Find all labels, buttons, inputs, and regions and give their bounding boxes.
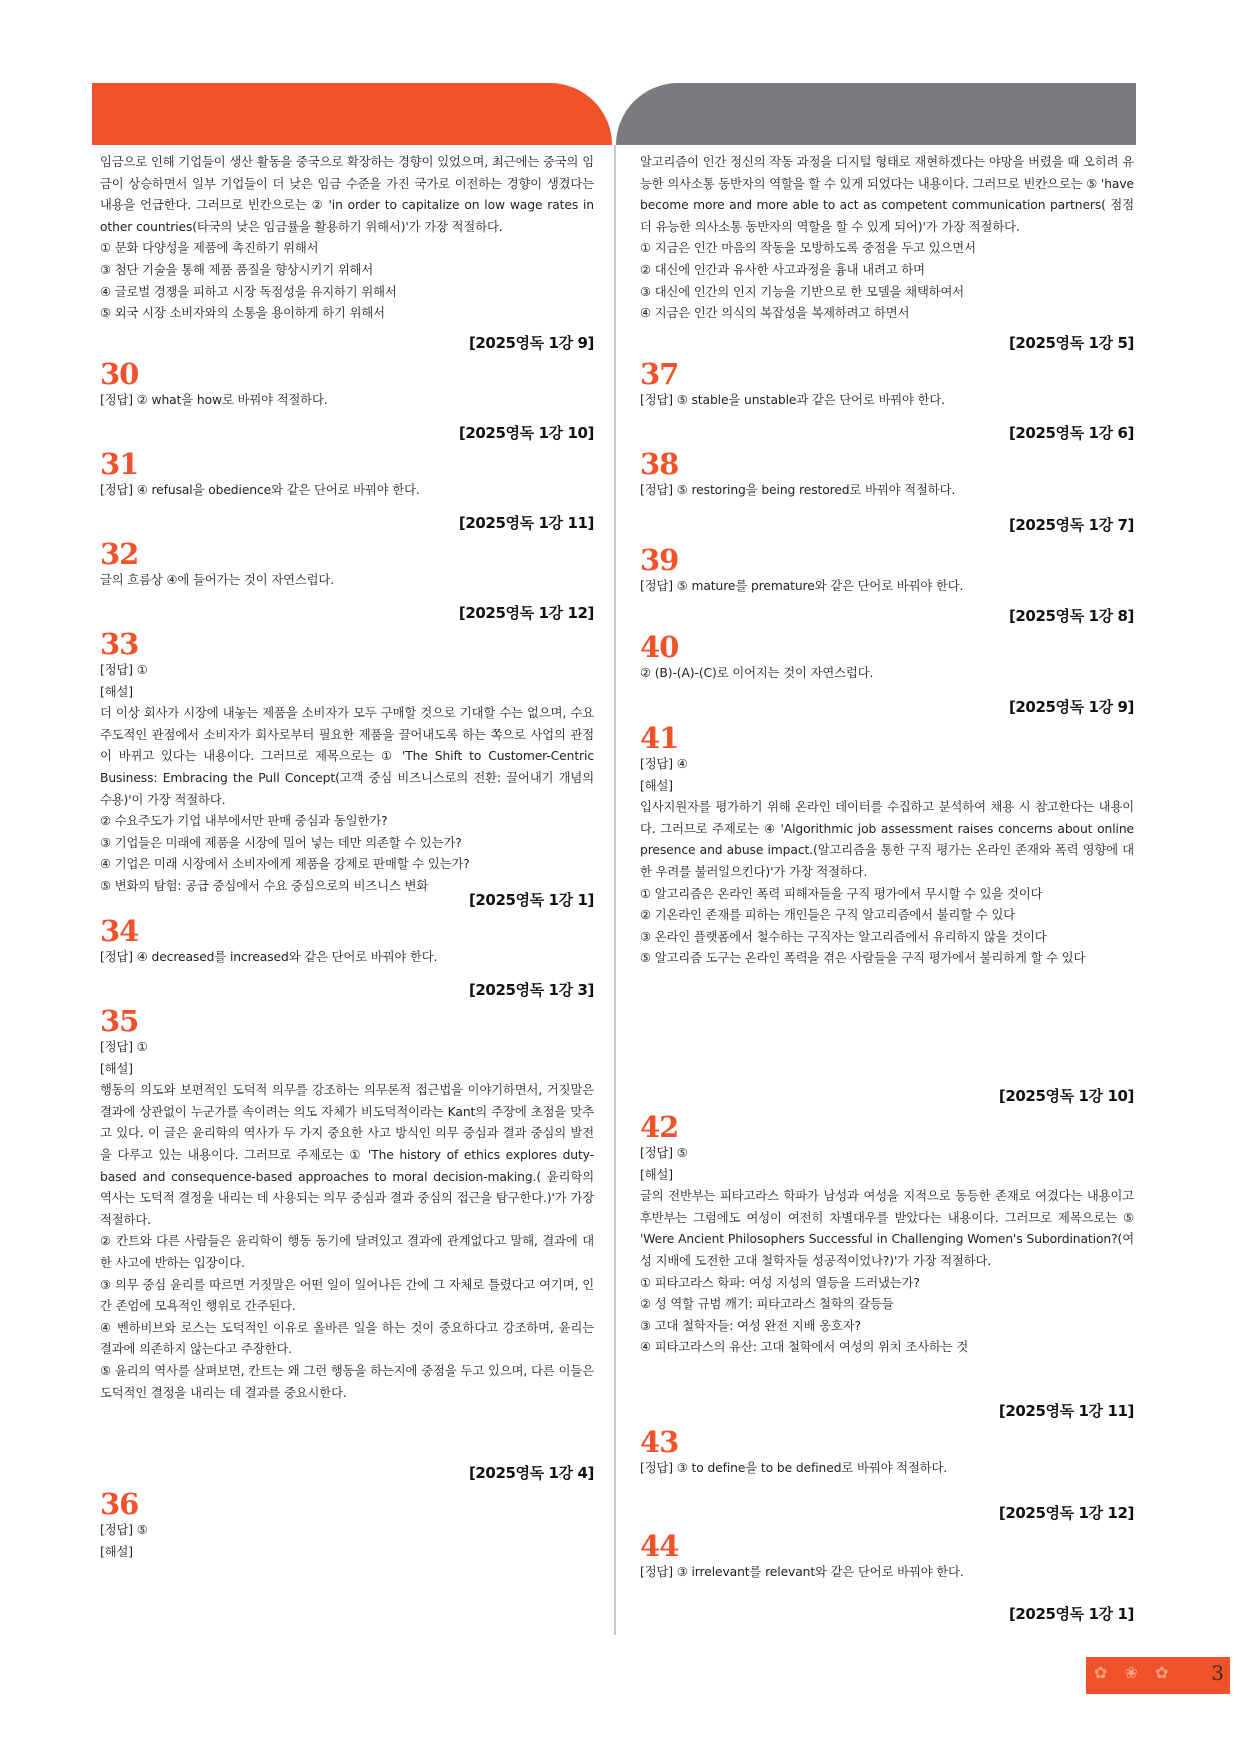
question-number: 31	[100, 447, 139, 481]
explanation-label: [해설]	[100, 684, 133, 699]
option-line: ② 수요주도가 기업 내부에서만 판매 중심과 동일한가?	[100, 814, 388, 829]
question-number: 39	[640, 543, 679, 577]
question-number: 30	[100, 357, 139, 391]
left-intro	[100, 152, 594, 325]
explanation-label: [해설]	[640, 778, 673, 793]
question-30	[100, 358, 594, 412]
source-label: [2025영독 1강 1]	[1008, 1605, 1134, 1623]
option-line: ③ 고대 철학자들: 여성 완전 지배 옹호자?	[640, 1318, 861, 1333]
explanation-paragraph: 더 이상 회사가 시장에 내놓는 제품을 소비자가 모두 구매할 것으로 기대할 수는 없으며, 수요 주도적인 관점에서 소비자가 회사로부터 필요한 제품을 끌어내도록 하는 쪽으로 사업의 관점이 바뀌고 있다는 내용이다. 그러므로 제목으로는 ① 'The Shift to Customer-Centric Business: Embracing the Pull Concept(고객 중심 비즈니스로의 전환: 끌어내기 개념의 수용)'이 가장 적절하다.	[100, 706, 594, 807]
question-35	[100, 1005, 594, 1404]
source-label: [2025영독 1강 11]	[998, 1402, 1134, 1420]
option-line: ② 기온라인 존재를 피하는 개인들은 구직 알고리즘에서 불리할 수 있다	[640, 908, 1016, 923]
intro-paragraph: 알고리즘이 인간 정신의 작동 과정을 디지털 형태로 재현하겠다는 야망을 버렸을 때 오히려 유능한 의사소통 동반자의 역할을 할 수 있게 되었다는 내용이다. 그러므로 빈칸으로는 ⑤ 'have become more and more able to act as competent communication partners( 점점 더 유능한 의사소통 동반자의 역할을 할 수 있게 되어)'가 가장 적절하다.	[640, 155, 1134, 234]
source-label: [2025영독 1강 12]	[458, 604, 594, 622]
option-line: ③ 대신에 인간의 인지 기능을 기반으로 한 모델을 채택하여서	[640, 284, 965, 299]
source-label: [2025영독 1강 9]	[468, 334, 594, 352]
option-line: ② 대신에 인간과 유사한 사고과정을 흉내 내려고 하며	[640, 262, 925, 277]
header-band-right	[616, 83, 1136, 145]
question-36	[100, 1488, 594, 1563]
explanation-paragraph: 글의 전반부는 피타고라스 학파가 남성과 여성을 지적으로 동등한 존재로 여겼다는 내용이고 후반부는 그럼에도 여성이 여전히 차별대우를 받았다는 내용이다. 그러므로 제목으로는 ⑤ 'Were Ancient Philosophers Successful in Challenging Women's Subordination?(여성 지배에 도전한 고대 철학자들 성공적이었나?)'가 가장 적절하다.	[640, 1189, 1134, 1268]
option-line: ① 알고리즘은 온라인 폭력 피해자들을 구직 평가에서 무시할 수 있을 것이다	[640, 886, 1043, 901]
header-band-left	[92, 83, 612, 145]
option-line: ① 지금은 인간 마음의 작동을 모방하도록 중점을 두고 있으면서	[640, 241, 976, 256]
question-number: 44	[640, 1529, 679, 1563]
question-37	[640, 358, 1134, 412]
source-label: [2025영독 1강 4]	[468, 1464, 594, 1482]
explanation-label: [해설]	[100, 1544, 133, 1559]
option-line: ② 칸트와 다른 사람들은 윤리학이 행동 동기에 달려있고 결과에 관계없다고 말해, 결과에 대한 사고에 반하는 입장이다.	[100, 1234, 594, 1270]
question-number: 32	[100, 537, 139, 571]
question-number: 34	[100, 914, 139, 948]
answer-line: ② (B)-(A)-(C)로 이어지는 것이 자연스럽다.	[640, 666, 874, 680]
option-line: ③ 첨단 기술을 통해 제품 품질을 향상시키기 위해서	[100, 262, 374, 277]
answer-line: [정답] ⑤	[100, 1523, 148, 1537]
leaf-pattern-icon: ✿ ❀ ✿	[1094, 1663, 1175, 1682]
explanation-paragraph: 행동의 의도와 보편적인 도덕적 의무를 강조하는 의무론적 접근법을 이야기하면서, 거짓말은 결과에 상관없이 누군가를 속이려는 의도 자체가 비도덕적이라는 Kant의 주장에 초점을 맞추고 있다. 이 글은 윤리학의 역사가 두 가지 중요한 사고 방식인 의무 중심과 결과 중심의 발전을 다루고 있는 내용이다. 그러므로 주제로는 ① 'The history of ethics explores duty-based and consequence-based approaches to moral decision-making.( 윤리학의 역사는 도덕적 결정을 내리는 데 사용되는 의무 중심과 결과 중심의 접근을 탐구한다.)'가 가장 적절하다.	[100, 1083, 594, 1227]
answer-line: [정답] ⑤	[640, 1146, 688, 1160]
question-number: 43	[640, 1425, 679, 1459]
question-34	[100, 915, 594, 969]
question-41	[640, 722, 1134, 970]
question-43	[640, 1426, 1134, 1480]
answer-line: [정답] ② what을 how로 바꿔야 적절하다.	[100, 393, 328, 407]
source-label: [2025영독 1강 1]	[468, 891, 594, 909]
source-label: [2025영독 1강 3]	[468, 981, 594, 999]
option-line: ② 성 역할 규범 깨기: 피타고라스 철학의 갈등들	[640, 1297, 894, 1312]
option-line: ⑤ 윤리의 역사를 살펴보면, 칸트는 왜 그런 행동을 하는지에 중점을 두고 있으며, 다른 이들은 도덕적인 결정을 내리는 데 결과를 중요시한다.	[100, 1363, 594, 1400]
explanation-label: [해설]	[100, 1061, 133, 1076]
answer-line: [정답] ⑤ stable을 unstable과 같은 단어로 바꿔야 한다.	[640, 393, 945, 407]
question-number: 36	[100, 1487, 139, 1521]
answer-line: [정답] ⑤ restoring을 being restored로 바꿔야 적절하다.	[640, 483, 956, 497]
source-label: [2025영독 1강 10]	[458, 424, 594, 442]
question-number: 35	[100, 1004, 139, 1038]
source-label: [2025영독 1강 5]	[1008, 334, 1134, 352]
source-label: [2025영독 1강 11]	[458, 514, 594, 532]
answer-line: [정답] ③ to define을 to be defined로 바꿔야 적절하다.	[640, 1461, 948, 1475]
question-42	[640, 1111, 1134, 1359]
column-divider	[614, 145, 616, 1635]
source-label: [2025영독 1강 9]	[1008, 698, 1134, 716]
answer-line: [정답] ④ refusal을 obedience와 같은 단어로 바꿔야 한다.	[100, 483, 420, 497]
answer-line: [정답] ④	[640, 757, 688, 771]
question-number: 33	[100, 627, 139, 661]
option-line: ④ 벤하비브와 로스는 도덕적인 이유로 올바른 일을 하는 것이 중요하다고 강조하며, 윤리는 결과에 의존하지 않는다고 주장한다.	[100, 1320, 594, 1357]
option-line: ③ 온라인 플랫폼에서 철수하는 구직자는 알고리즘에서 유리하지 않을 것이다	[640, 929, 1047, 944]
option-line: ④ 지금은 인간 의식의 복잡성을 복제하려고 하면서	[640, 306, 910, 321]
source-label: [2025영독 1강 12]	[998, 1504, 1134, 1522]
answer-line: [정답] ①	[100, 1040, 148, 1054]
source-label: [2025영독 1강 6]	[1008, 424, 1134, 442]
answer-line: [정답] ①	[100, 663, 148, 677]
question-number: 42	[640, 1110, 679, 1144]
option-line: ① 피타고라스 학파: 여성 지성의 열등을 드러냈는가?	[640, 1275, 920, 1290]
page-number-tab	[1086, 1657, 1230, 1694]
intro-paragraph: 임금으로 인해 기업들이 생산 활동을 중국으로 확장하는 경향이 있었으며, 최근에는 중국의 임금이 상승하면서 일부 기업들이 더 낮은 임금 수준을 가진 국가로 이전하는 경향이 생겼다는 내용을 언급한다. 그러므로 빈칸으로는 ② 'in order to capitalize on low wage rates in other countries(타국의 낮은 임금률을 활용하기 위해서)'가 가장 적절하다.	[100, 155, 594, 234]
page-number: 3	[1211, 1661, 1224, 1685]
option-line: ③ 기업들은 미래에 제품을 시장에 밀어 넣는 데만 의존할 수 있는가?	[100, 835, 462, 850]
explanation-label: [해설]	[640, 1167, 673, 1182]
answer-line: [정답] ⑤ mature를 premature와 같은 단어로 바꿔야 한다.	[640, 579, 964, 593]
answer-line: [정답] ④ decreased를 increased와 같은 단어로 바꿔야 한다.	[100, 950, 438, 964]
option-line: ⑤ 외국 시장 소비자와의 소통을 용이하게 하기 위해서	[100, 306, 385, 321]
option-line: ⑤ 변화의 탐험: 공급 중심에서 수요 중심으로의 비즈니스 변화	[100, 878, 429, 893]
question-31	[100, 448, 594, 502]
option-line: ④ 기업은 미래 시장에서 소비자에게 제품을 강제로 판매할 수 있는가?	[100, 857, 470, 872]
answer-line: 글의 흐름상 ④에 들어가는 것이 자연스럽다.	[100, 573, 335, 587]
question-44	[640, 1530, 1134, 1584]
option-line: ③ 의무 중심 윤리를 따르면 거짓말은 어떤 일이 일어나든 간에 그 자체로 틀렸다고 여기며, 인간 존엄에 모욕적인 행위로 간주된다.	[100, 1277, 594, 1314]
option-line: ④ 글로벌 경쟁을 피하고 시장 독점성을 유지하기 위해서	[100, 284, 397, 299]
option-line: ① 문화 다양성을 제품에 촉진하기 위해서	[100, 241, 319, 256]
answer-line: [정답] ③ irrelevant를 relevant와 같은 단어로 바꿔야 한다.	[640, 1565, 964, 1579]
question-number: 41	[640, 721, 679, 755]
source-label: [2025영독 1강 10]	[998, 1087, 1134, 1105]
option-line: ④ 피타고라스의 유산: 고대 철학에서 여성의 위치 조사하는 것	[640, 1340, 969, 1355]
source-label: [2025영독 1강 8]	[1008, 607, 1134, 625]
option-line: ⑤ 알고리즘 도구는 온라인 폭력을 겪은 사람들을 구직 평가에서 불리하게 할 수 있다	[640, 951, 1086, 966]
question-number: 37	[640, 357, 679, 391]
question-38	[640, 448, 1134, 502]
source-label: [2025영독 1강 7]	[1008, 516, 1134, 534]
question-40	[640, 631, 1134, 685]
question-39	[640, 544, 1134, 598]
question-32	[100, 538, 594, 592]
question-33	[100, 628, 594, 898]
right-intro	[640, 152, 1134, 325]
explanation-paragraph: 입사지원자를 평가하기 위해 온라인 데이터를 수집하고 분석하여 채용 시 참고한다는 내용이다. 그러므로 주제로는 ④ 'Algorithmic job assessment raises concerns about online presence and abuse impact.(알고리즘을 통한 구직 평가는 온라인 존재와 폭력 영향에 대한 우려를 불러일으킨다)'가 가장 적절하다.	[640, 800, 1134, 879]
question-number: 40	[640, 630, 679, 664]
question-number: 38	[640, 447, 679, 481]
